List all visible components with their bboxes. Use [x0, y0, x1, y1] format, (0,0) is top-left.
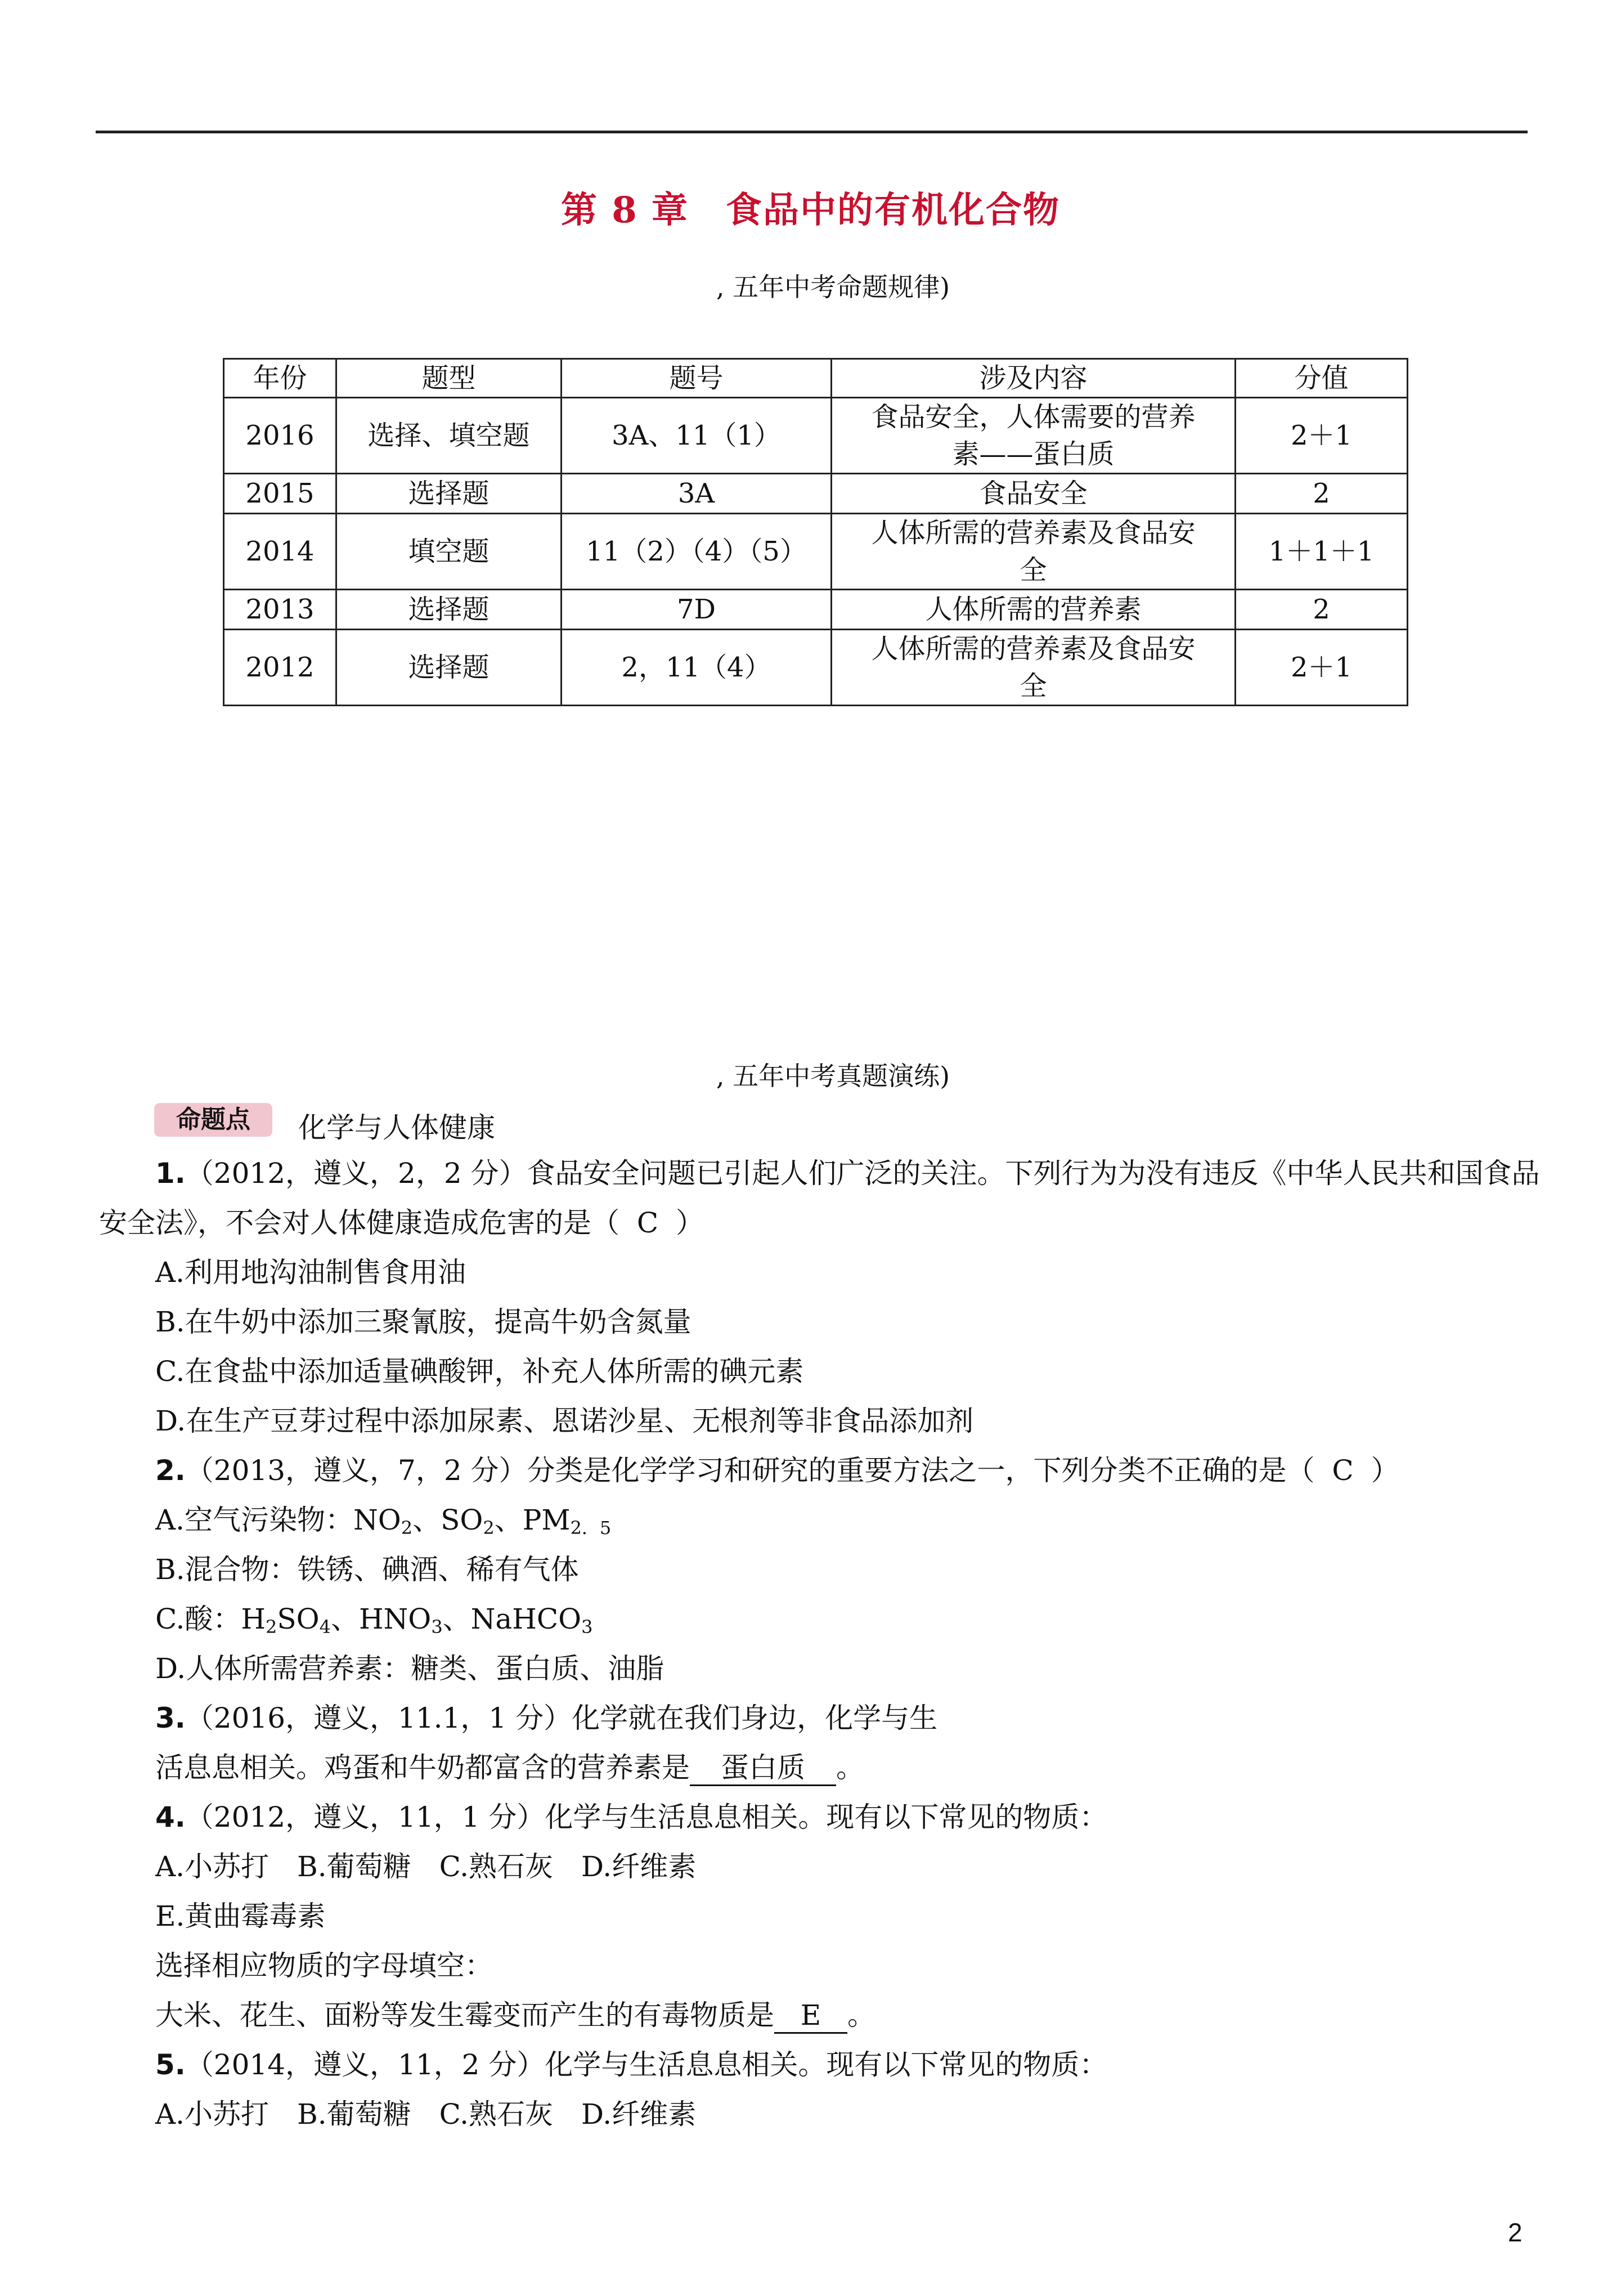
cell-number: 2，11（4） [562, 630, 832, 706]
question-stem: （2012，遵义，2，2 分）食品安全问题已引起人们广泛的关注。下列行为为没有违反《中华人民共和国食品 [185, 1157, 1540, 1190]
table-row [224, 474, 1408, 514]
cell-score: 2 [1236, 590, 1408, 630]
header-score: 分值 [1236, 359, 1408, 398]
cell-score: 2＋1 [1236, 630, 1408, 706]
subscript: 2 [483, 1517, 495, 1539]
cell-content-line: 人体所需的营养素及食品安 [871, 633, 1196, 665]
question-3-line-1 [155, 1698, 937, 1738]
option-b: B.混合物：铁锈、碘酒、稀有气体 [155, 1553, 579, 1586]
question-stem: 。 [847, 1999, 875, 2032]
question-stem: （2012，遵义，11，1 分）化学与生活息息相关。现有以下常见的物质： [185, 1801, 1108, 1833]
option-text: 、NaHCO [442, 1603, 582, 1635]
question-stem: ） [676, 1207, 704, 1239]
option-b: B.在牛奶中添加三聚氰胺，提高牛奶含氮量 [155, 1306, 691, 1338]
question-4-line [155, 1797, 1107, 1837]
subscript: 2 [265, 1616, 277, 1638]
question-number: 4. [155, 1801, 186, 1833]
question-number: 3. [155, 1702, 186, 1734]
cell-number: 3A、11（1） [562, 398, 832, 474]
question-stem: 安全法》，不会对人体健康造成危害的是（ [99, 1207, 619, 1239]
question-3-line-2 [155, 1748, 864, 1787]
cell-content-line: 人体所需的营养素及食品安 [871, 517, 1196, 549]
topic-title: 化学与人体健康 [298, 1111, 495, 1144]
cell-year: 2016 [224, 398, 336, 474]
exam-rules-table [223, 358, 1408, 706]
question-1-line-2 [99, 1203, 704, 1243]
cell-content [832, 398, 1236, 474]
option-text: C.酸：H [155, 1603, 266, 1635]
question-2-line [155, 1451, 1399, 1490]
cell-type: 选择题 [336, 590, 562, 630]
cell-content-line: 素——蛋白质 [952, 438, 1115, 470]
table-row [224, 630, 1408, 706]
table-header-row [224, 359, 1408, 398]
table-row [224, 590, 1408, 630]
cell-year: 2013 [224, 590, 336, 630]
cell-year: 2015 [224, 474, 336, 514]
section-title-practice: , 五年中考真题演练) [716, 1061, 950, 1091]
question-number: 1. [155, 1157, 186, 1190]
cell-score: 2＋1 [1236, 398, 1408, 474]
question-stem: 。 [836, 1751, 864, 1784]
option-text: SO [277, 1603, 320, 1635]
cell-score: 1＋1＋1 [1236, 514, 1408, 590]
question-number: 2. [155, 1454, 186, 1487]
table-row [224, 514, 1408, 590]
question-1-line-1 [155, 1154, 1540, 1193]
section-title-rules: , 五年中考命题规律) [716, 272, 950, 302]
answer-choice: C [1332, 1454, 1354, 1487]
cell-content: 食品安全 [832, 474, 1236, 514]
option-text: 、HNO [330, 1603, 432, 1635]
option-a: A.利用地沟油制售食用油 [155, 1256, 466, 1289]
header-content: 涉及内容 [832, 359, 1236, 398]
question-stem: 大米、花生、面粉等发生霉变而产生的有毒物质是 [155, 1999, 774, 2032]
subscript: 2．5 [570, 1517, 612, 1539]
subscript: 2 [401, 1517, 413, 1539]
option-d: D.人体所需营养素：糖类、蛋白质、油脂 [155, 1652, 664, 1685]
cell-score: 2 [1236, 474, 1408, 514]
subscript: 4 [319, 1616, 331, 1638]
cell-type: 填空题 [336, 514, 562, 590]
option-text: A.空气污染物：NO [155, 1504, 401, 1536]
question-stem: （2013，遵义，7，2 分）分类是化学学习和研究的重要方法之一，下列分类不正确的是（ [185, 1454, 1315, 1487]
cell-year: 2012 [224, 630, 336, 706]
option-d: D.在生产豆芽过程中添加尿素、恩诺沙星、无根剂等非食品添加剂 [155, 1405, 974, 1437]
cell-type: 选择、填空题 [336, 398, 562, 474]
question-number: 5. [155, 2048, 186, 2081]
cell-number: 3A [562, 474, 832, 514]
option-text: 、SO [412, 1504, 483, 1536]
question-5-line [155, 2045, 1107, 2084]
cell-content-line: 全 [1020, 670, 1047, 702]
question-stem: 活息息相关。鸡蛋和牛奶都富含的营养素是 [155, 1751, 690, 1784]
answer-choice: C [636, 1207, 659, 1239]
cell-year: 2014 [224, 514, 336, 590]
option-c: C.在食盐中添加适量碘酸钾，补充人体所需的碘元素 [155, 1355, 804, 1388]
cell-content-line: 食品安全，人体需要的营养 [871, 401, 1196, 433]
topic-badge: 命题点 [154, 1103, 272, 1137]
question-stem: （2014，遵义，11，2 分）化学与生活息息相关。现有以下常见的物质： [185, 2048, 1108, 2081]
cell-type: 选择题 [336, 474, 562, 514]
instruction-line: 选择相应物质的字母填空： [155, 1949, 493, 1982]
cell-type: 选择题 [336, 630, 562, 706]
question-4-answer-line [155, 1995, 875, 2035]
cell-content: 人体所需的营养素 [832, 590, 1236, 630]
subscript: 3 [581, 1616, 593, 1638]
cell-content-line: 全 [1020, 554, 1047, 586]
option-a [155, 1500, 611, 1548]
options-line: A.小苏打 B.葡萄糖 C.熟石灰 D.纤维素 [155, 1850, 697, 1883]
answer-blank: E [774, 1998, 847, 2034]
option-c [155, 1599, 592, 1647]
options-line: A.小苏打 B.葡萄糖 C.熟石灰 D.纤维素 [155, 2098, 697, 2131]
table-row [224, 398, 1408, 474]
chapter-title: 第 8 章 食品中的有机化合物 [560, 189, 1061, 231]
header-rule [96, 131, 1528, 133]
cell-number: 7D [562, 590, 832, 630]
answer-blank: 蛋白质 [690, 1751, 836, 1786]
header-type: 题型 [336, 359, 562, 398]
question-stem: ） [1371, 1454, 1399, 1487]
page-number: 2 [1508, 2218, 1523, 2247]
header-year: 年份 [224, 359, 336, 398]
cell-number: 11（2）（4）（5） [562, 514, 832, 590]
question-stem: （2016，遵义，11.1，1 分）化学就在我们身边，化学与生 [185, 1702, 938, 1734]
option-text: 、PM [494, 1504, 571, 1536]
cell-content [832, 514, 1236, 590]
options-line: E.黄曲霉毒素 [155, 1900, 326, 1932]
cell-content [832, 630, 1236, 706]
header-number: 题号 [562, 359, 832, 398]
subscript: 3 [431, 1616, 443, 1638]
